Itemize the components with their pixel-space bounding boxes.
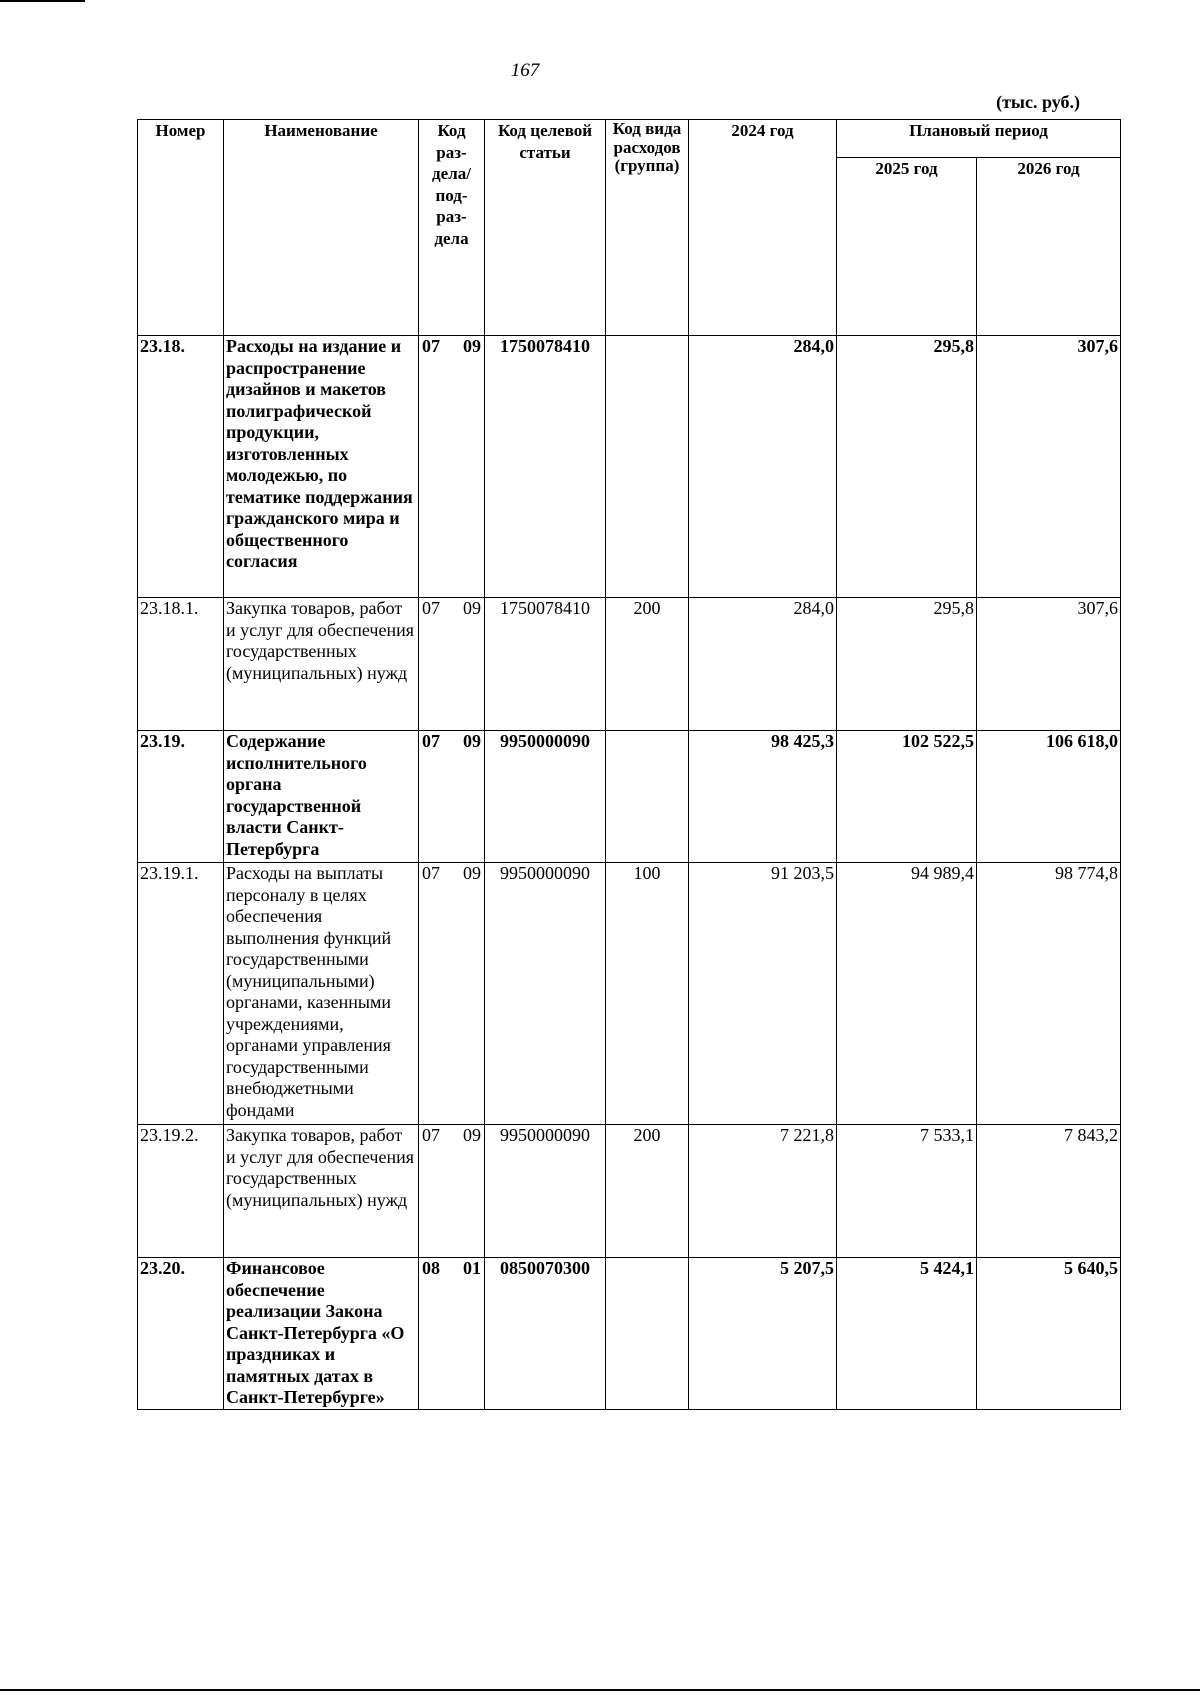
row-value-2024: 5 207,5 — [689, 1258, 837, 1410]
row-target-code: 0850070300 — [485, 1258, 606, 1410]
row-expense-type-code — [606, 336, 689, 598]
header-year-2025: 2025 год — [837, 158, 977, 336]
row-name: Содержание исполнительного органа государственной власти Санкт-Петербурга — [224, 731, 419, 863]
section-code: 07 — [422, 863, 440, 883]
section-code-pair — [421, 1258, 482, 1280]
row-value-2026: 5 640,5 — [977, 1258, 1121, 1410]
row-value-2025: 295,8 — [837, 598, 977, 731]
table-row — [138, 598, 1121, 731]
section-code-pair — [421, 598, 482, 620]
row-section-code — [419, 336, 485, 598]
row-section-code — [419, 1258, 485, 1410]
subsection-code: 09 — [463, 863, 481, 883]
row-target-code: 1750078410 — [485, 336, 606, 598]
table-row — [138, 1125, 1121, 1258]
header-planned-period: Плановый период — [837, 120, 1121, 158]
header-section-code: Код раз-дела/ под-раз-дела — [419, 120, 485, 336]
row-name: Расходы на выплаты персоналу в целях обеспечения выполнения функций государственными (муниципальными) органами, казенными учреждениями, органами управления государственными внебюджетными фондами — [224, 863, 419, 1125]
row-section-code — [419, 731, 485, 863]
table-body — [138, 336, 1121, 1410]
row-number: 23.19. — [138, 731, 224, 863]
row-value-2024: 284,0 — [689, 598, 837, 731]
row-number: 23.18. — [138, 336, 224, 598]
section-code-pair — [421, 336, 482, 358]
header-target-code: Код целевой статьи — [485, 120, 606, 336]
section-code-pair — [421, 1125, 482, 1147]
row-expense-type-code: 200 — [606, 1125, 689, 1258]
row-section-code — [419, 863, 485, 1125]
section-code: 08 — [422, 1258, 440, 1278]
row-expense-type-code — [606, 731, 689, 863]
row-value-2025: 7 533,1 — [837, 1125, 977, 1258]
table-row — [138, 336, 1121, 598]
budget-table — [137, 119, 1121, 1410]
row-value-2026: 7 843,2 — [977, 1125, 1121, 1258]
scan-edge-top — [0, 0, 85, 2]
subsection-code: 09 — [463, 336, 481, 356]
table-row — [138, 863, 1121, 1125]
subsection-code: 09 — [463, 1125, 481, 1145]
row-number: 23.18.1. — [138, 598, 224, 731]
row-target-code: 1750078410 — [485, 598, 606, 731]
row-expense-type-code — [606, 1258, 689, 1410]
table-row — [138, 1258, 1121, 1410]
row-target-code: 9950000090 — [485, 1125, 606, 1258]
row-value-2024: 7 221,8 — [689, 1125, 837, 1258]
section-code: 07 — [422, 598, 440, 618]
row-target-code: 9950000090 — [485, 731, 606, 863]
row-value-2024: 98 425,3 — [689, 731, 837, 863]
header-year-2026: 2026 год — [977, 158, 1121, 336]
row-name: Финансовое обеспечение реализации Закона Санкт-Петербурга «О праздниках и памятных датах в Санкт-Петербурге» — [224, 1258, 419, 1410]
page-number: 167 — [510, 60, 540, 81]
section-code: 07 — [422, 1125, 440, 1145]
row-expense-type-code: 100 — [606, 863, 689, 1125]
row-value-2024: 284,0 — [689, 336, 837, 598]
header-name: Наименование — [224, 120, 419, 336]
row-value-2025: 102 522,5 — [837, 731, 977, 863]
section-code: 07 — [422, 731, 440, 751]
row-value-2025: 295,8 — [837, 336, 977, 598]
subsection-code: 09 — [463, 731, 481, 751]
row-value-2026: 307,6 — [977, 336, 1121, 598]
header-expense-type-code: Код вида расходов (группа) — [606, 120, 689, 336]
subsection-code: 09 — [463, 598, 481, 618]
row-number: 23.19.1. — [138, 863, 224, 1125]
table-row — [138, 731, 1121, 863]
row-value-2025: 5 424,1 — [837, 1258, 977, 1410]
row-name: Расходы на издание и распространение дизайнов и макетов полиграфической продукции, изготовленных молодежью, по тематике поддержания гражданского мира и общественного согласия — [224, 336, 419, 598]
row-name: Закупка товаров, работ и услуг для обеспечения государственных (муниципальных) нужд — [224, 598, 419, 731]
row-expense-type-code: 200 — [606, 598, 689, 731]
row-value-2025: 94 989,4 — [837, 863, 977, 1125]
row-target-code: 9950000090 — [485, 863, 606, 1125]
row-value-2026: 98 774,8 — [977, 863, 1121, 1125]
row-number: 23.20. — [138, 1258, 224, 1410]
section-code-pair — [421, 863, 482, 885]
units-label: (тыс. руб.) — [996, 92, 1080, 112]
section-code-pair — [421, 731, 482, 753]
header-number: Номер — [138, 120, 224, 336]
header-year-2024: 2024 год — [689, 120, 837, 336]
subsection-code: 01 — [463, 1258, 481, 1278]
row-value-2026: 106 618,0 — [977, 731, 1121, 863]
scan-edge-bottom — [0, 1689, 1200, 1691]
row-value-2024: 91 203,5 — [689, 863, 837, 1125]
row-section-code — [419, 598, 485, 731]
row-value-2026: 307,6 — [977, 598, 1121, 731]
row-section-code — [419, 1125, 485, 1258]
section-code: 07 — [422, 336, 440, 356]
row-name: Закупка товаров, работ и услуг для обеспечения государственных (муниципальных) нужд — [224, 1125, 419, 1258]
row-number: 23.19.2. — [138, 1125, 224, 1258]
